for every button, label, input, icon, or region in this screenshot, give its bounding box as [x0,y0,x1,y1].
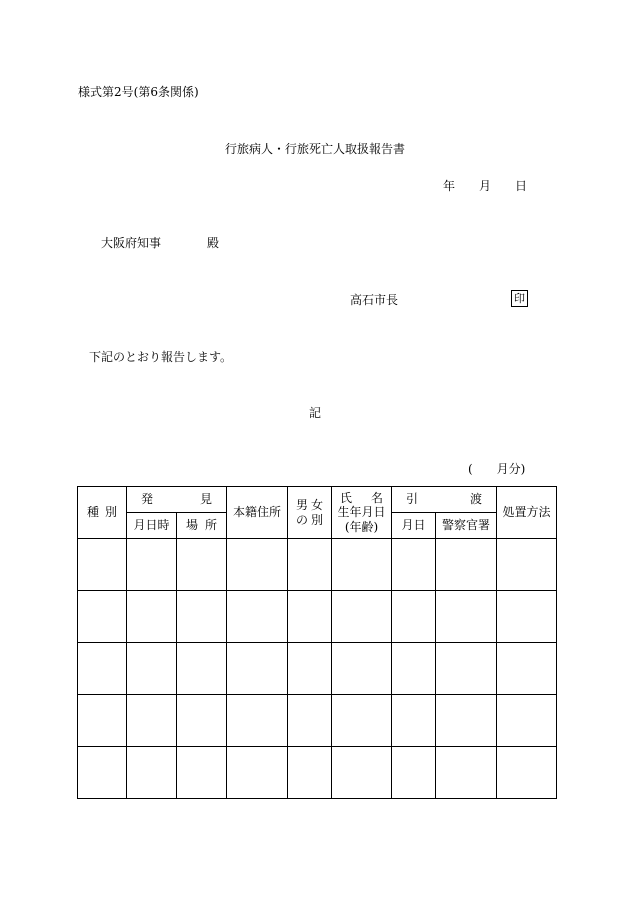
table-cell[interactable] [78,643,127,695]
date-month: 月 [479,179,492,193]
table-cell[interactable] [177,695,227,747]
table-cell[interactable] [177,539,227,591]
table-cell[interactable] [227,747,288,799]
date-year: 年 [443,179,456,193]
table-cell[interactable] [497,747,557,799]
table-cell[interactable] [177,591,227,643]
honorific: 殿 [207,236,220,250]
header-kind: 種 別 [78,487,127,539]
date-line [443,180,527,192]
table-cell[interactable] [436,747,497,799]
table-row [78,539,557,591]
header-disposal: 処置方法 [497,487,557,539]
table-cell[interactable] [127,695,177,747]
table-cell[interactable] [177,643,227,695]
header-handover-police: 警察官署 [436,513,497,539]
table-cell[interactable] [392,747,436,799]
header-domicile: 本籍住所 [227,487,288,539]
intro-text: 下記のとおり報告します。 [89,350,233,364]
table-cell[interactable] [78,539,127,591]
table-cell[interactable] [436,695,497,747]
table-cell[interactable] [392,643,436,695]
table-cell[interactable] [332,747,392,799]
table-cell[interactable] [392,539,436,591]
table-cell[interactable] [177,747,227,799]
table-cell[interactable] [288,643,332,695]
table-cell[interactable] [436,643,497,695]
table-cell[interactable] [288,539,332,591]
header-sex: 男 女 の 別 [288,487,332,539]
table-row [78,695,557,747]
signer: 高石市長 [350,293,399,307]
table-cell[interactable] [227,643,288,695]
seal-box: 印 [511,290,528,307]
table-cell[interactable] [332,591,392,643]
table-cell[interactable] [497,643,557,695]
unit-note: ( 月分) [468,462,526,476]
header-discovery-time: 月日時 [127,513,177,539]
addressee: 大阪府知事 [101,236,162,250]
table-cell[interactable] [127,591,177,643]
table-cell[interactable] [127,747,177,799]
table-row [78,643,557,695]
table-cell[interactable] [227,539,288,591]
table-cell[interactable] [497,591,557,643]
header-discovery-place: 場 所 [177,513,227,539]
form-number: 様式第2号(第6条関係) [78,85,199,99]
table-cell[interactable] [78,695,127,747]
table-cell[interactable] [78,747,127,799]
table-cell[interactable] [332,539,392,591]
table-cell[interactable] [127,643,177,695]
table-cell[interactable] [392,695,436,747]
table-cell[interactable] [332,643,392,695]
table-cell[interactable] [227,591,288,643]
report-table [77,486,557,799]
table-cell[interactable] [436,539,497,591]
table-cell[interactable] [497,695,557,747]
table-cell[interactable] [288,695,332,747]
header-name: 氏 名 生年月日 (年齢) [332,487,392,539]
table-cell[interactable] [497,539,557,591]
header-handover: 引 渡 [392,487,497,513]
table-cell[interactable] [227,695,288,747]
document-title: 行旅病人・行旅死亡人取扱報告書 [224,142,405,156]
header-discovery: 発 見 [127,487,227,513]
header-handover-date: 月日 [392,513,436,539]
ki-heading: 記 [308,406,321,420]
table-cell[interactable] [332,695,392,747]
table-cell[interactable] [392,591,436,643]
table-cell[interactable] [78,591,127,643]
table-row [78,747,557,799]
table-row [78,591,557,643]
table-cell[interactable] [288,591,332,643]
table-cell[interactable] [436,591,497,643]
table-cell[interactable] [288,747,332,799]
date-day: 日 [515,179,528,193]
table-cell[interactable] [127,539,177,591]
